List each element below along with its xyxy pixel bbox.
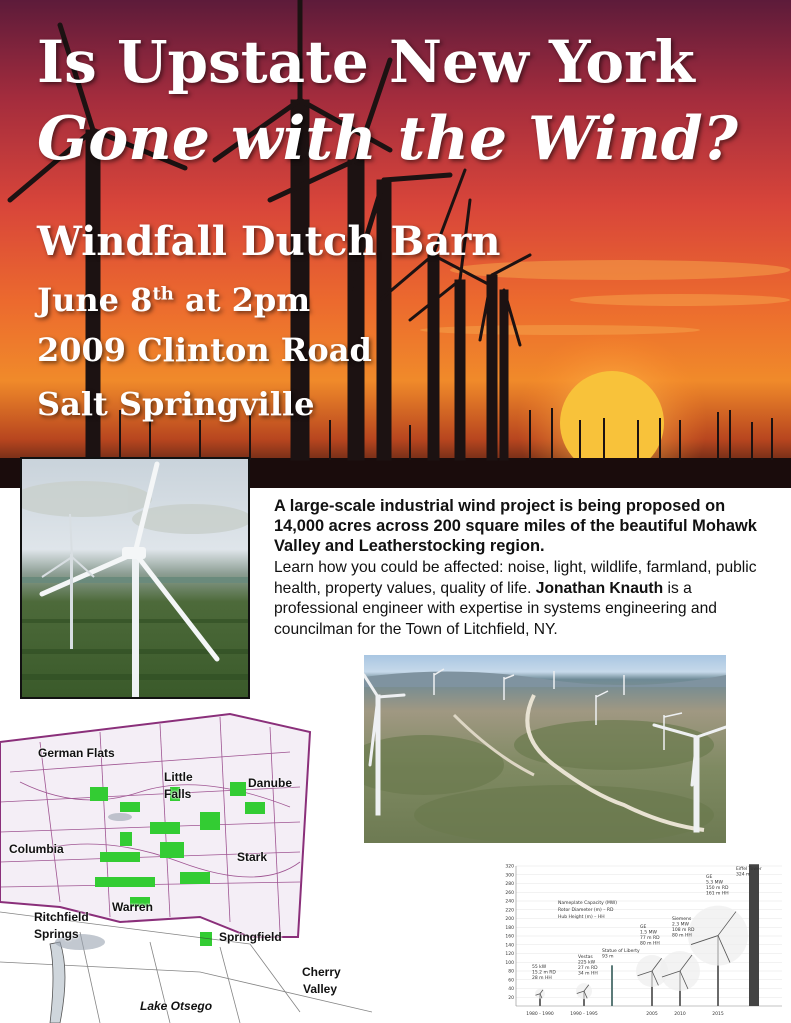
description-lead: A large-scale industrial wind project is being proposed on 14,000 acres across 200 square miles of the beautiful Mohawk Valley and Leatherstocking region. [274, 497, 757, 555]
chart-y-tick-label: 200 [505, 917, 514, 922]
map-label-lake-otsego: Lake Otsego [140, 999, 213, 1013]
event-date-main: June 8 [37, 281, 153, 319]
chart-y-tick-label: 260 [505, 890, 514, 896]
event-date [37, 281, 310, 319]
chart-annotation-text: Statue of Liberty [602, 949, 640, 954]
event-date-suffix: th [152, 283, 174, 305]
map-label-richfield: Ritchfield [34, 910, 89, 924]
map-label-columbia: Columbia [9, 842, 64, 856]
chart-y-tick-label: 300 [505, 873, 514, 879]
chart-annotation-text: 5.3 MW [706, 880, 723, 886]
chart-legend-line-1: Nameplate Capacity (MW) [558, 901, 618, 906]
map-label-danube: Danube [248, 776, 293, 790]
chart-annotation-text: GE [706, 875, 713, 880]
chart-annotation-text: 150 m RD [706, 886, 729, 891]
chart-x-tick-label: 2010 [674, 1012, 686, 1017]
event-description [274, 496, 774, 640]
map-label-springfield: Springfield [219, 930, 282, 944]
description-body-1: Learn how you could be affected: noise, light, wildlife, farmland, public health, property values, quality of life. [274, 559, 757, 597]
chart-legend-line-3: Hub Height (m) – HH [558, 915, 605, 920]
headline-line-1: Is Upstate New York [37, 28, 695, 96]
chart-y-tick-label: 280 [505, 882, 514, 887]
chart-y-tick-label: 180 [505, 925, 514, 931]
chart-y-tick-label: 100 [505, 960, 514, 966]
chart-annotation-text: Vestas [578, 955, 593, 960]
chart-legend-line-2: Rotor Diameter (m) – RD [558, 908, 614, 913]
event-street: 2009 Clinton Road [37, 331, 372, 369]
chart-annotation-text: GE [640, 925, 647, 930]
chart-annotation-text: 27 m RD [578, 966, 598, 971]
event-town: Salt Springville [37, 385, 315, 423]
turbine-height-chart-svg [492, 856, 791, 1023]
chart-y-tick-label: 160 [505, 934, 514, 940]
turbine-photo [20, 457, 250, 699]
map-label-german-flats: German Flats [38, 746, 115, 760]
chart-y-tick-label: 60 [508, 978, 514, 984]
chart-y-tick-label: 20 [508, 995, 514, 1001]
map-label-springs: Springs [34, 927, 79, 941]
project-area-map [0, 712, 372, 1023]
chart-annotation-text: 80 m HH [672, 933, 692, 939]
chart-y-tick-label: 120 [505, 952, 514, 957]
headline-line-2: Gone with the Wind? [37, 104, 738, 174]
chart-annotation-text: Eiffel Tower [736, 867, 762, 872]
chart-y-tick-label: 40 [508, 987, 514, 992]
aerial-windfarm-photo [364, 655, 726, 843]
chart-y-tick-label: 320 [505, 864, 514, 870]
turbine-height-chart [492, 856, 791, 1023]
chart-annotation-text: 1.5 MW [640, 930, 657, 936]
chart-y-tick-label: 140 [505, 943, 514, 949]
map-label-falls: Falls [164, 787, 192, 801]
map-label-valley: Valley [303, 982, 338, 996]
chart-x-ticks [526, 1011, 724, 1017]
event-venue: Windfall Dutch Barn [37, 218, 501, 265]
turbine-photo-illustration [22, 459, 248, 697]
aerial-windfarm-illustration [364, 655, 726, 843]
eiffel-tower-mark [749, 864, 759, 1006]
chart-y-tick-label: 240 [505, 899, 514, 905]
chart-annotation-text: 15.2 m RD [532, 970, 556, 976]
chart-x-tick-label: 2005 [646, 1012, 658, 1017]
cloud-streaks [420, 260, 790, 335]
chart-annotation-text: 34 m HH [578, 971, 598, 977]
chart-y-tick-label: 220 [505, 908, 514, 914]
chart-annotation-text: 28 m HH [532, 976, 552, 981]
chart-annotation-text: 324 m [736, 872, 751, 878]
event-time: at 2pm [173, 281, 311, 319]
description-body-2: is a professional engineer with expertise in systems engineering and councilman for the Town of Litchfield, NY. [274, 579, 717, 638]
map-label-stark: Stark [237, 850, 268, 864]
chart-annotation-text: 225 kW [578, 960, 596, 966]
chart-y-tick-label: 80 [508, 969, 514, 975]
chart-annotation-text: 161 m HH [706, 891, 729, 897]
chart-annotation-text: 55 kW [532, 965, 547, 970]
hero-banner [0, 0, 791, 488]
map-label-cherry: Cherry [302, 965, 341, 979]
speaker-name: Jonathan Knauth [535, 579, 664, 597]
statue-of-liberty-mark [611, 965, 613, 1006]
chart-annotation-text: 93 m [602, 954, 614, 960]
chart-x-tick-label: 1990 - 1995 [570, 1012, 598, 1017]
map-label-little: Little [164, 770, 193, 784]
chart-annotation-text: 2.3 MW [672, 922, 689, 928]
chart-annotation-text: 77 m RD [640, 936, 660, 941]
chart-x-tick-label: 2015 [712, 1012, 724, 1017]
chart-x-tick-label: 1980 - 1990 [526, 1012, 554, 1017]
chart-annotation-text: 108 m RD [672, 928, 695, 933]
chart-annotation-text: Siemens [672, 917, 692, 922]
map-label-warren: Warren [112, 900, 153, 914]
chart-annotation-text: 80 m HH [640, 941, 660, 947]
description-body [274, 558, 774, 640]
